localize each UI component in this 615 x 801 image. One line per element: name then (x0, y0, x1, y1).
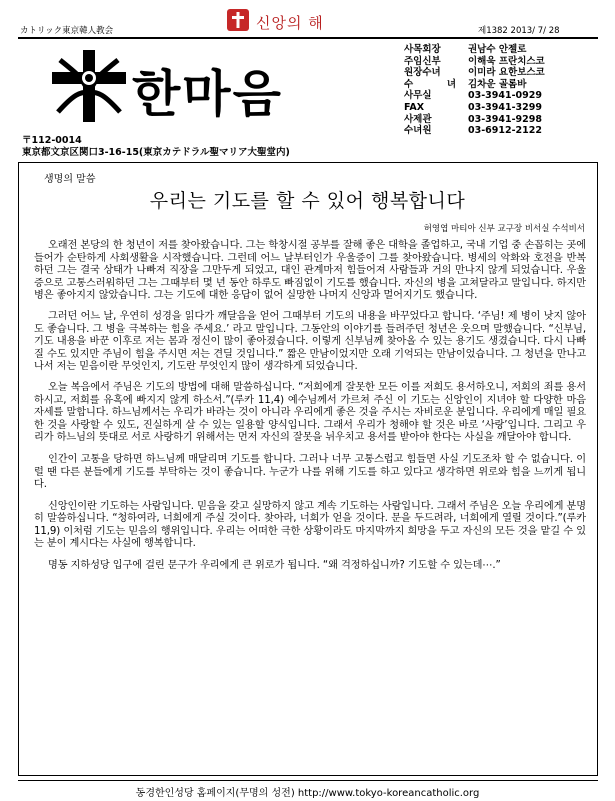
staff-label: 사목회장 (404, 44, 441, 55)
staff-label: 사무실 (404, 90, 432, 102)
staff-row (404, 79, 604, 91)
year-of-faith-title: 신앙의 해 (256, 14, 324, 32)
masthead-title: 한마음 (132, 64, 283, 123)
church-name: カトリック東京韓人教会 (20, 26, 114, 36)
article-paragraph: 신앙인이란 기도하는 사람입니다. 믿음을 갖고 실망하지 않고 계속 기도하는 사람입니다. 그래서 주님은 오늘 우리에게 분명히 말씀하십니다. “청하여라, 너희에게 주실 것이다. 찾아라, 너희가 얻을 것이다. 문을 두드려라, 너희에게 열릴 것이다.”(루카 11,9) 이처럼 기도는 믿음의 행위입니다. 우리는 어떠한 극한 상황이라도 마지막까지 희망을 두고 자신의 모든 것을 맡길 수 있는 분이 계시다는 사실에 행복합니다. (34, 500, 586, 550)
staff-label: 사제관 (404, 113, 432, 125)
issue-info: 제1382 2013/ 7/ 28 (478, 26, 560, 36)
staff-label: 수녀원 (404, 125, 432, 137)
staff-value: 03-3941-0929 (468, 90, 542, 102)
staff-row (404, 44, 604, 56)
staff-value: 이미라 요한보스코 (468, 67, 545, 79)
staff-row (404, 125, 604, 137)
staff-label: 주임신부 (404, 55, 441, 67)
staff-value: 이해욱 프란치스코 (468, 55, 545, 67)
staff-row (404, 102, 604, 114)
staff-label: 원장수녀 (404, 67, 441, 79)
section-label: 생명의 말씀 (44, 174, 96, 185)
article-paragraph: 오늘 복음에서 주님은 기도의 방법에 대해 말씀하십니다. “저희에게 잘못한 모든 이를 저희도 용서하오니, 저희의 죄를 용서하시고, 저희를 유혹에 빠지지 않게 하소서.”(루카 11,4) 예수님께서 가르쳐 주신 이 기도는 신앙인이 지녀야 할 다양한 마음 자세를 말합니다. 하느님께서는 우리가 바라는 것이 아니라 우리에게 좋은 것을 주시는 자비로운 분입니다. 우리에게 매일 필요한 것을 사랑할 수 있도, 진실하게 살 수 있는 일용할 양식입니다. 그래서 우리가 청해야 할 것은 바로 ‘사랑’입니다. 그리고 우리가 하느님의 뜻대로 서로 사랑하기 위해서는 먼저 자신의 잘못을 뉘우치고 용서를 받아야 한다는 사실을 깨달아야 합니다. (34, 381, 586, 444)
staff-label: 수 녀 (404, 78, 456, 90)
article-paragraph: 인간이 고통을 당하면 하느님께 매달리며 기도를 합니다. 그러나 너무 고통스럽고 힘들면 사실 기도조차 할 수 없습니다. 이럴 땐 다른 분들에게 기도를 부탁하는 것이 좋습니다. 누군가 나를 위해 기도를 하고 있다고 생각하면 위로와 힘을 느끼게 됩니다. (34, 453, 586, 491)
bottom-divider (18, 780, 598, 781)
article-title: 우리는 기도를 할 수 있어 행복합니다 (149, 190, 466, 212)
staff-row (404, 114, 604, 126)
article-body (34, 240, 586, 581)
staff-row (404, 67, 604, 79)
article-paragraph: 오래전 본당의 한 청년이 저를 찾아왔습니다. 그는 학창시절 공부를 잘해 좋은 대학을 졸업하고, 국내 기업 중 손꼽히는 곳에 들어가 순탄하게 사회생활을 시작했습니다. 그런데 어느 날부터인가 우울증이 그를 찾아왔습니다. 병세의 악화와 호전을 반복하던 그는 결국 상태가 나빠져 직장을 그만두게 되었고, 대인 관계마저 힘들어져 사람들과 거의 만나지 않게 되었습니다. 우울증으로 고통스러워하던 그는 그때부터 몇 년 동안 하루도 빠짐없이 기도를 했습니다. 자신의 병을 고쳐달라고 말입니다. 하지만 병은 좋아지지 않았습니다. 그는 기도에 대한 응답이 없어 실망한 나머지 신앙과 멀어지기도 했습니다. (34, 240, 586, 302)
staff-value: 김차운 골롬바 (468, 78, 527, 90)
article-paragraph: 명동 지하성당 입구에 걸린 문구가 우리에게 큰 위로가 됩니다. “왜 걱정하십니까? 기도할 수 있는데⋯.” (48, 560, 501, 572)
staff-label: FAX (404, 101, 425, 113)
footer-homepage-link[interactable]: 동경한인성당 홈페이지(무명의 성전) http://www.tokyo-koreancatholic.org (135, 788, 480, 799)
postal-code: 〒112-0014 (22, 135, 82, 146)
article-paragraph: 그러던 어느 날, 우연히 성경을 읽다가 깨달음을 얻어 그때부터 기도의 내용을 바꾸었다고 합니다. ‘주님! 제 병이 낫지 않아도 좋습니다. 그 병을 극복하는 힘을 주세요.’ 라고 말입니다. 그동안의 이야기를 들려주던 청년은 웃으며 말했습니다. “신부님, 기도 내용을 바꾼 이후로 저는 몸과 정신이 많이 좋아졌습니다. 이렇게 신부님께 찾아올 수 있는 용기도 생겼습니다. 다시 나빠질 수도 있지만 주님이 힘을 주시면 저는 견딜 것입니다.” 짧은 만남이었지만 오래 기억되는 만남이었습니다. 그 청년을 만나고 나서 저는 믿음이란 무엇인지, 기도란 무엇인지 많이 생각하게 되었습니다. (34, 310, 586, 373)
staff-value: 03-3941-9298 (468, 113, 542, 125)
staff-value: 권남수 안젤로 (468, 44, 527, 55)
church-address: 東京都文京区関口3-16-15(東京カテドラル聖マリア大聖堂内) (22, 147, 290, 158)
staff-directory (404, 44, 604, 137)
cross-logo-icon (50, 48, 128, 124)
article-byline: 허영엽 마티아 신부 교구장 비서실 수석비서 (423, 224, 585, 234)
year-of-faith-logo-icon (226, 8, 250, 32)
staff-row (404, 90, 604, 102)
top-divider (18, 37, 598, 39)
staff-row (404, 56, 604, 68)
staff-value: 03-3941-3299 (468, 101, 542, 113)
staff-value: 03-6912-2122 (468, 125, 542, 137)
